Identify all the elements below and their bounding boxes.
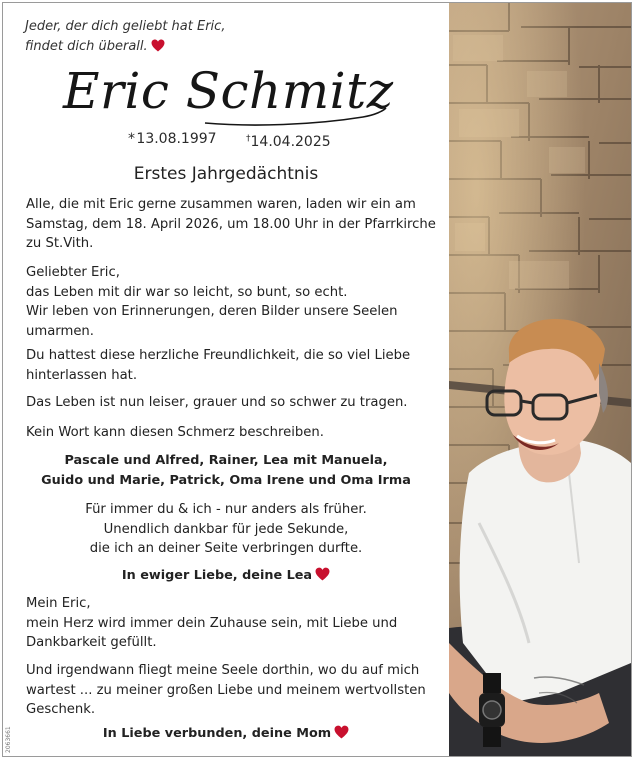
mom-message xyxy=(26,594,436,653)
motto-line-2-text: findet dich überall. xyxy=(25,39,148,54)
lea-line-3: die ich an deiner Seite verbringen durfte. xyxy=(89,541,363,556)
mom-paragraph-2: Und irgendwann fliegt meine Seele dorthin, wo du auf mich wartest ... zu meiner großen Liebe und meinem wertvollsten Geschenk. xyxy=(26,663,426,717)
lea-signature xyxy=(3,566,449,586)
ad-code: 2063661 xyxy=(5,726,12,753)
deceased-name: Eric Schmitz xyxy=(63,62,394,120)
life-quieter-text: Das Leben ist nun leiser, grauer und so schwer zu tragen. xyxy=(26,395,408,410)
birth-date xyxy=(128,130,217,148)
obituary-notice xyxy=(2,2,632,757)
lea-message xyxy=(3,500,449,559)
heart-icon xyxy=(334,725,349,739)
text-column xyxy=(3,3,449,756)
lea-line-1: Für immer du & ich - nur anders als früher. xyxy=(85,502,367,517)
poem-line-2: das Leben mit dir war so leicht, so bunt, so echt. xyxy=(26,284,348,300)
poem-line-1: Geliebter Eric, xyxy=(26,265,120,280)
mom-paragraph-1: mein Herz wird immer dein Zuhause sein, mit Liebe und Dankbarkeit gefüllt. xyxy=(26,615,398,650)
invitation-text: Alle, die mit Eric gerne zusammen waren, laden wir ein am Samstag, dem 18. April 2026, um 18.00 Uhr in der Pfarrkirche zu St.Vith. xyxy=(26,197,436,251)
no-words-text: Kein Wort kann diesen Schmerz beschreiben. xyxy=(26,425,324,440)
kindness-text: Du hattest diese herzliche Freundlichkeit, die so viel Liebe hinterlassen hat. xyxy=(26,348,411,383)
death-date-value: 14.04.2025 xyxy=(250,134,331,150)
mom-signature-text: In Liebe verbunden, deine Mom xyxy=(102,726,332,741)
portrait-photo xyxy=(449,3,631,756)
heart-icon xyxy=(315,567,330,581)
death-date xyxy=(246,130,331,151)
birth-symbol: * xyxy=(128,131,135,147)
motto-line-2 xyxy=(25,37,225,57)
family-line-2: Guido und Marie, Patrick, Oma Irene und Oma Irma xyxy=(41,472,411,488)
motto-line-1: Jeder, der dich geliebt hat Eric, xyxy=(25,19,226,34)
poem-line-3: Wir leben von Erinnerungen, deren Bilder unsere Seelen umarmen. xyxy=(26,304,398,339)
lea-signature-text: In ewiger Liebe, deine Lea xyxy=(121,568,313,583)
heart-icon xyxy=(151,39,165,52)
family-names xyxy=(3,451,449,490)
name-swash-ornament xyxy=(203,107,388,129)
poem-block xyxy=(26,263,436,341)
portrait-photo-illustration xyxy=(449,3,631,756)
birth-date-value: 13.08.1997 xyxy=(136,131,217,147)
motto xyxy=(25,17,225,57)
mom-signature xyxy=(3,724,449,744)
headline: Erstes Jahrgedächtnis xyxy=(133,164,319,184)
family-line-1: Pascale und Alfred, Rainer, Lea mit Manuela, xyxy=(64,453,388,468)
death-symbol: † xyxy=(246,134,251,144)
lea-line-2: Unendlich dankbar für jede Sekunde, xyxy=(103,521,349,537)
mom-greeting: Mein Eric, xyxy=(26,596,91,611)
